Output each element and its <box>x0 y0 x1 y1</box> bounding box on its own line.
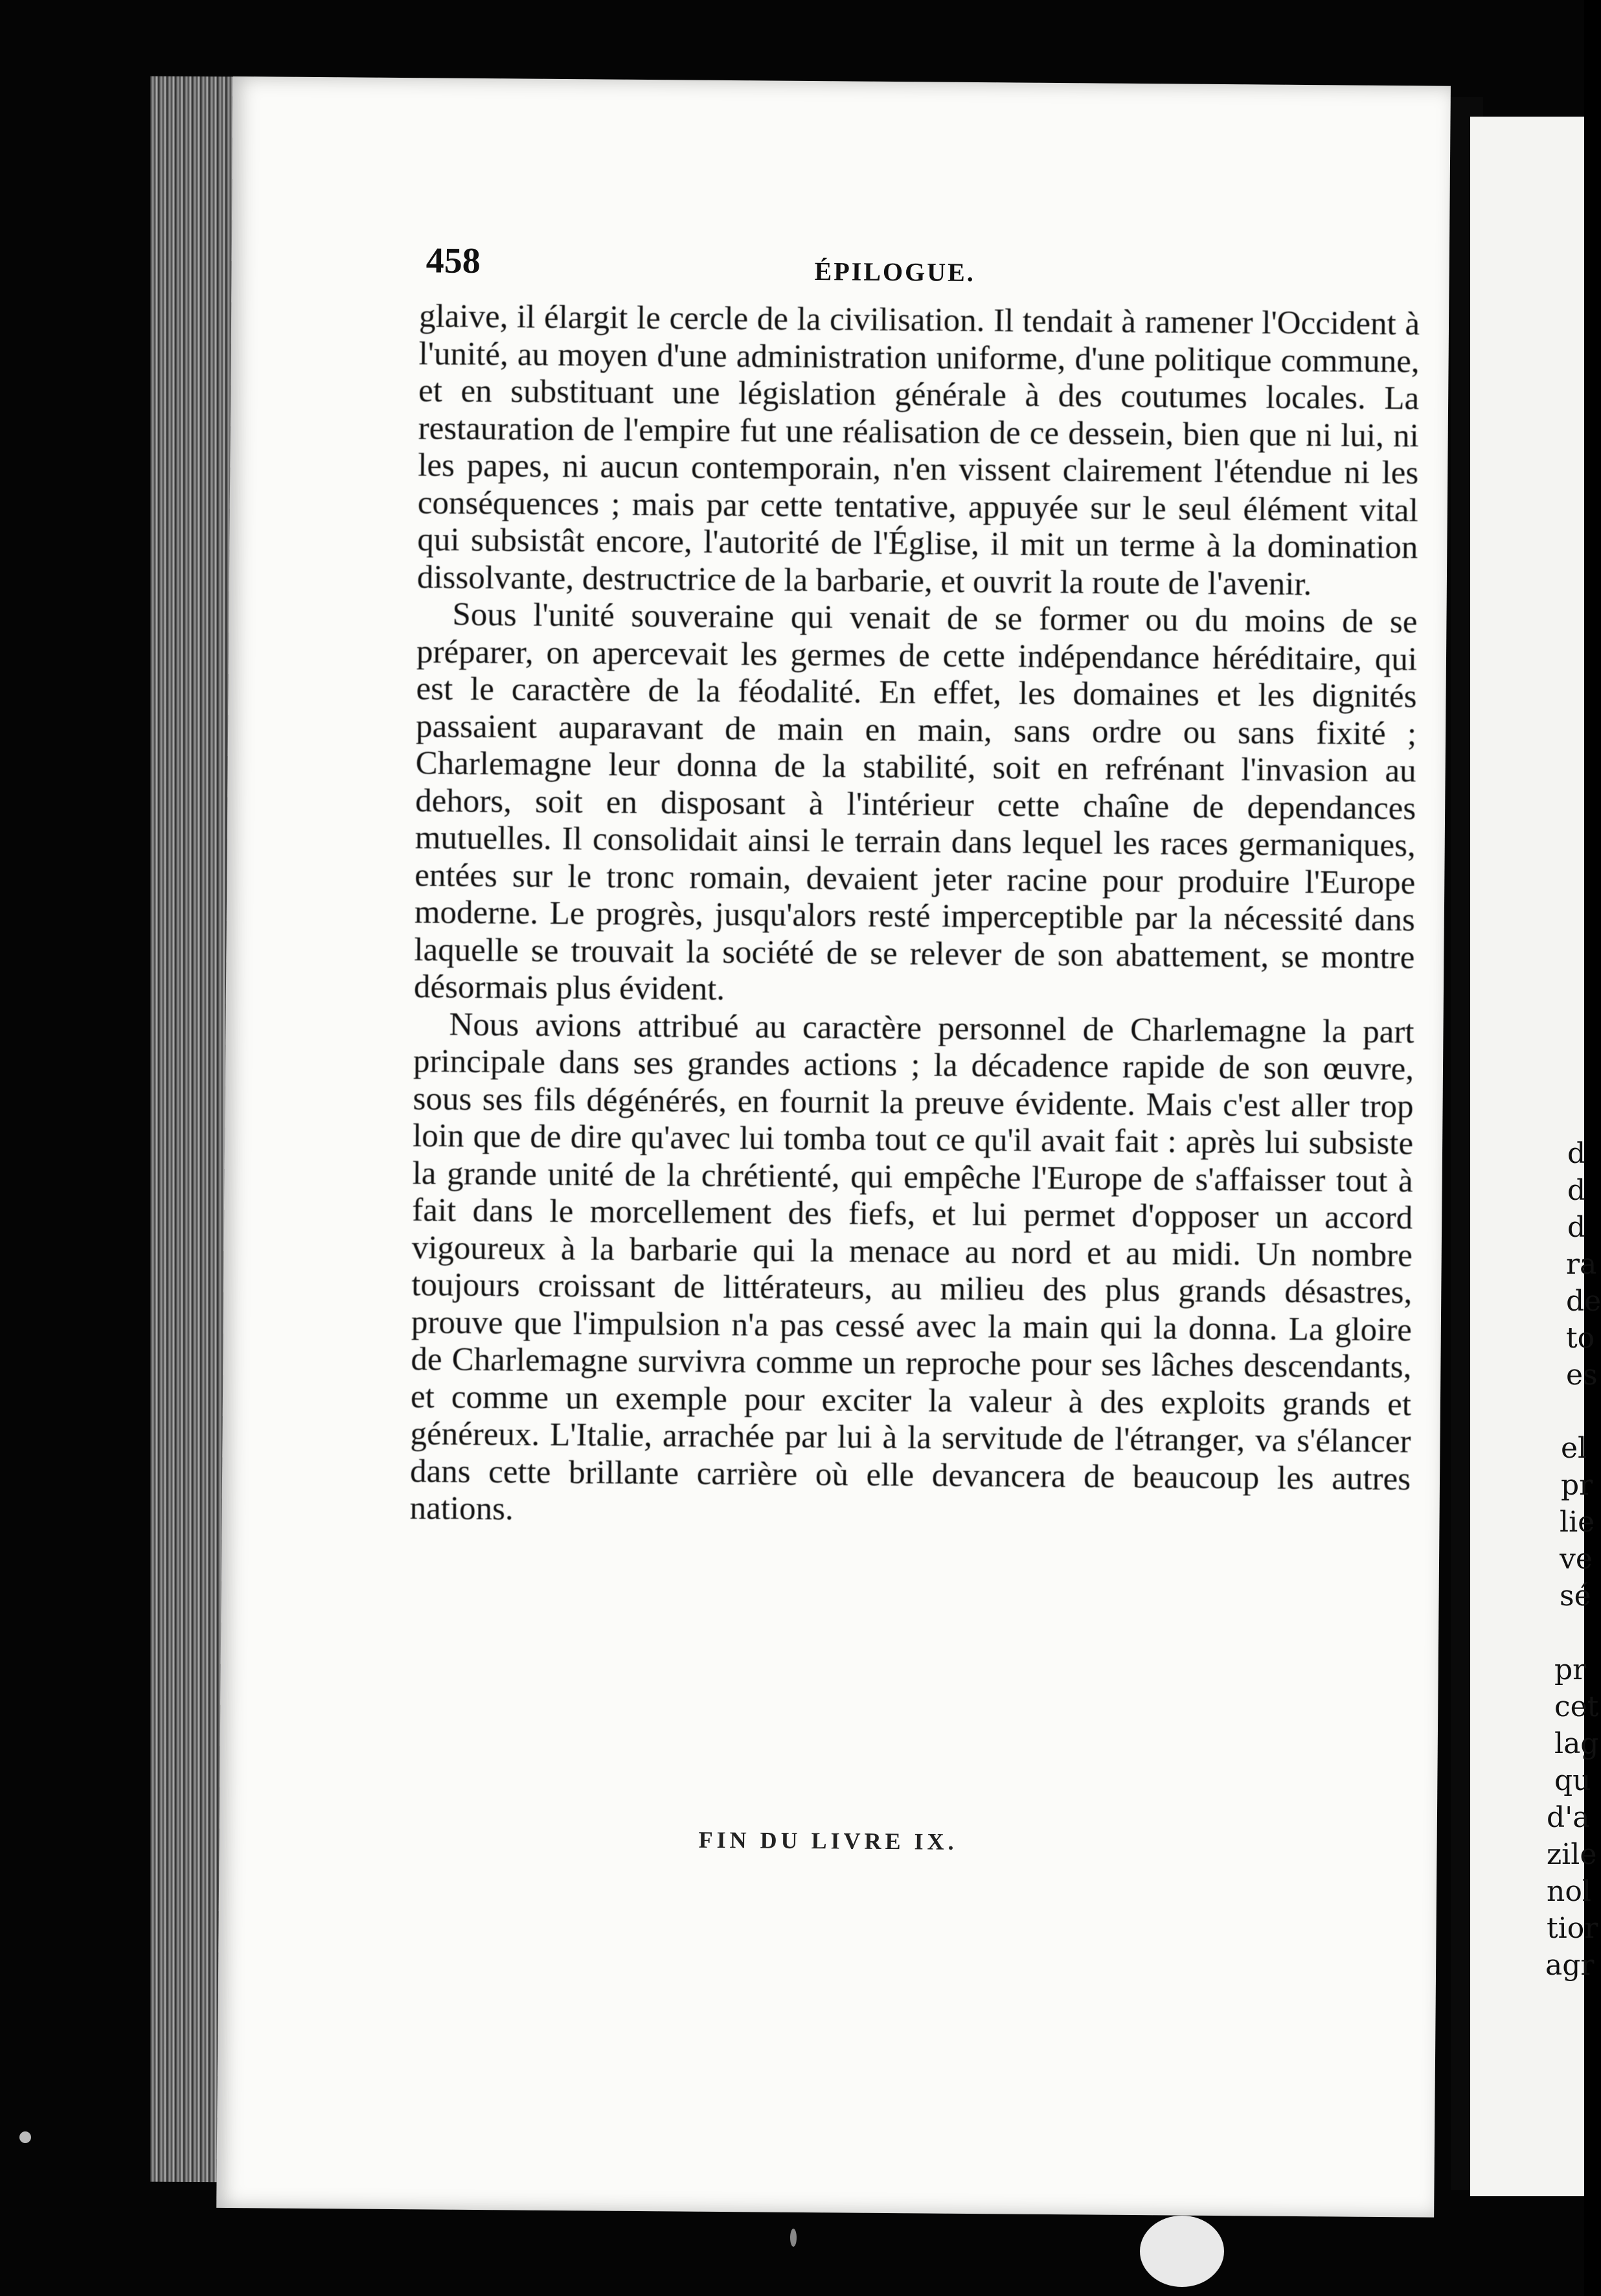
scan-artifact <box>19 2131 31 2143</box>
facing-page-fragment: sé <box>1560 1579 1591 1613</box>
facing-page-fragment: zile <box>1547 1838 1597 1871</box>
facing-page-fragment: el <box>1561 1432 1587 1465</box>
facing-page-fragment: tior <box>1547 1912 1598 1945</box>
facing-page-fragment: ve <box>1560 1543 1593 1576</box>
page-header <box>426 240 1424 306</box>
facing-page-fragment: ra <box>1566 1248 1597 1281</box>
facing-page-fragment: lie <box>1560 1506 1595 1539</box>
paragraph: glaive, il élargit le cercle de la civilisation. Il tendait à ramener l'Occident à l'unité, au moyen d'une administration uniforme, d'une politique commune, et en substituant une législation générale à des coutumes locales. La restauration de l'empire fut une réalisation de ce dessein, bien que ni lui, ni les papes, ni aucun contemporain, n'en vissent clairement l'étendue ni les conséquences ; mais par cette tentative, appuyée sur le seul élément vital qui subsistât encore, l'autorité de l'Église, il mit un terme à la domination dissolvante, destructrice de la barbarie, et ouvrit la route de l'avenir. <box>416 298 1420 603</box>
facing-page-fragment: d'a <box>1547 1801 1590 1834</box>
facing-page-fragment: qu <box>1554 1764 1591 1797</box>
running-head: ÉPILOGUE. <box>814 257 975 288</box>
facing-page-fragment: de <box>1566 1285 1601 1318</box>
scan-artifact <box>1140 2216 1224 2287</box>
page-number: 458 <box>426 240 481 282</box>
page-body <box>409 298 1420 1535</box>
facing-page-fragment: d <box>1567 1211 1586 1244</box>
facing-page <box>1470 117 1601 2196</box>
facing-page-fragment: agr <box>1545 1949 1595 1982</box>
paragraph: Nous avions attribué au caractère personnel de Charlemagne la part principale dans ses grandes actions ; la décadence rapide de son œuvre, sous ses fils dégénérés, en fournit la preuve évidente. Mais c'est aller trop loin que de dire qu'avec lui tomba tout ce qu'il avait fait : après lui subsiste la grande unité de la chrétienté, qui empêche l'Europe de s'affaisser tout à fait dans le morcellement des fiefs, et lui permet d'opposer un accord vigoureux à la barbarie qui la menace au nord et au midi. Un nombre toujours croissant de littérateurs, au milieu des plus grands désastres, prouve que l'impulsion n'a pas cessé avec la main qui la donna. La gloire de Charlemagne survivra comme un reproche pour ses lâches descendants, et comme un exemple pour exciter la valeur à des exploits grands et généreux. L'Italie, arrachée par lui à la servitude de l'étranger, va s'élancer dans cette brillante carrière où elle devancera de beaucoup les autres nations. <box>409 1006 1414 1528</box>
facing-page-fragment: d <box>1567 1174 1586 1207</box>
facing-page-fragment: lag <box>1554 1727 1599 1760</box>
facing-page-fragment: pr <box>1554 1653 1587 1686</box>
scan-artifact <box>790 2229 797 2247</box>
facing-page-fragment: nol <box>1547 1875 1591 1908</box>
facing-page-fragment: es <box>1566 1359 1598 1392</box>
facing-page-fragment: d <box>1567 1137 1586 1170</box>
paragraph: Sous l'unité souveraine qui venait de se former ou du moins de se préparer, on apercevait les germes de cette indépendance héréditaire, qui est le caractère de la féodalité. En effet, les domaines et les dignités passaient auparavant de main en main, sans ordre ou sans fixité ; Charlemagne leur donna de la stabilité, soit en refrénant l'invasion au dehors, soit en disposant à l'intérieur cette chaîne de dependances mutuelles. Il consolidait ainsi le terrain dans lequel les races germaniques, entées sur le tronc romain, devaient jeter racine pour produire l'Europe moderne. Le progrès, jusqu'alors resté imperceptible par la nécessité dans laquelle se trouvait la société de se relever de son abattement, se montre désormais plus évident. <box>413 596 1418 1008</box>
facing-page-fragment: cet <box>1554 1690 1599 1723</box>
end-of-book-marker: FIN DU LIVRE IX. <box>698 1826 958 1855</box>
facing-page-fragment: pr <box>1561 1469 1593 1502</box>
book-page <box>216 76 1451 2218</box>
facing-page-fragment: to <box>1566 1322 1595 1355</box>
